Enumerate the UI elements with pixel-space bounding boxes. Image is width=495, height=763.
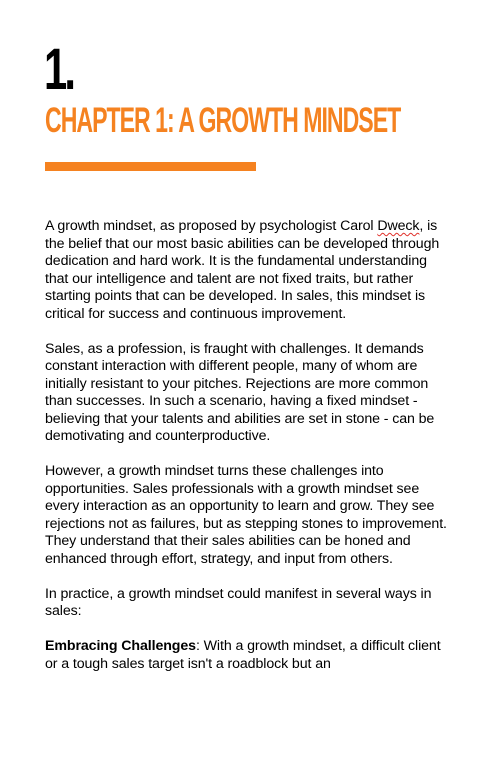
paragraph-1-end: , is the belief that our most basic abilities can be developed through dedication and hard work. It is the fundamental understanding that our intelligence and talent are not fixed traits, but rather starting points that can be developed. In sales, this mindset is critical for success and continuous improvement. bbox=[45, 218, 440, 322]
list-item-text: : With a growth mindset, a difficult client or a tough sales target isn't a roadblock but an bbox=[45, 638, 441, 672]
accent-bar bbox=[45, 162, 256, 171]
list-item-heading: Embracing Challenges bbox=[45, 638, 196, 654]
paragraph-5 bbox=[45, 638, 450, 673]
paragraph-4: In practice, a growth mindset could manifest in several ways in sales: bbox=[45, 585, 432, 619]
paragraph-2: Sales, as a profession, is fraught with challenges. It demands constant interaction with different people, many of whom are initially resistant to your pitches. Rejections are more common than successes. In such a scenario, having a fixed mindset - believing that your talents and abilities are set in stone - can be demotivating and counterproductive. bbox=[45, 340, 435, 444]
paragraph-1-start: A growth mindset, as proposed by psychologist Carol bbox=[45, 218, 378, 234]
chapter-number: 1. bbox=[44, 37, 74, 102]
paragraph-3: However, a growth mindset turns these challenges into opportunities. Sales professionals with a growth mindset see every interaction as an opportunity to learn and grow. They see rejections not as failures, but as stepping stones to improvement. They understand that their sales abilities can be honed and enhanced through effort, strategy, and input from others. bbox=[45, 463, 447, 567]
chapter-title: CHAPTER 1: A GROWTH MINDSET bbox=[45, 101, 401, 140]
paragraph-1 bbox=[45, 218, 450, 323]
spellcheck-flagged-word[interactable]: Dweck bbox=[377, 218, 420, 234]
body-text bbox=[45, 218, 450, 691]
